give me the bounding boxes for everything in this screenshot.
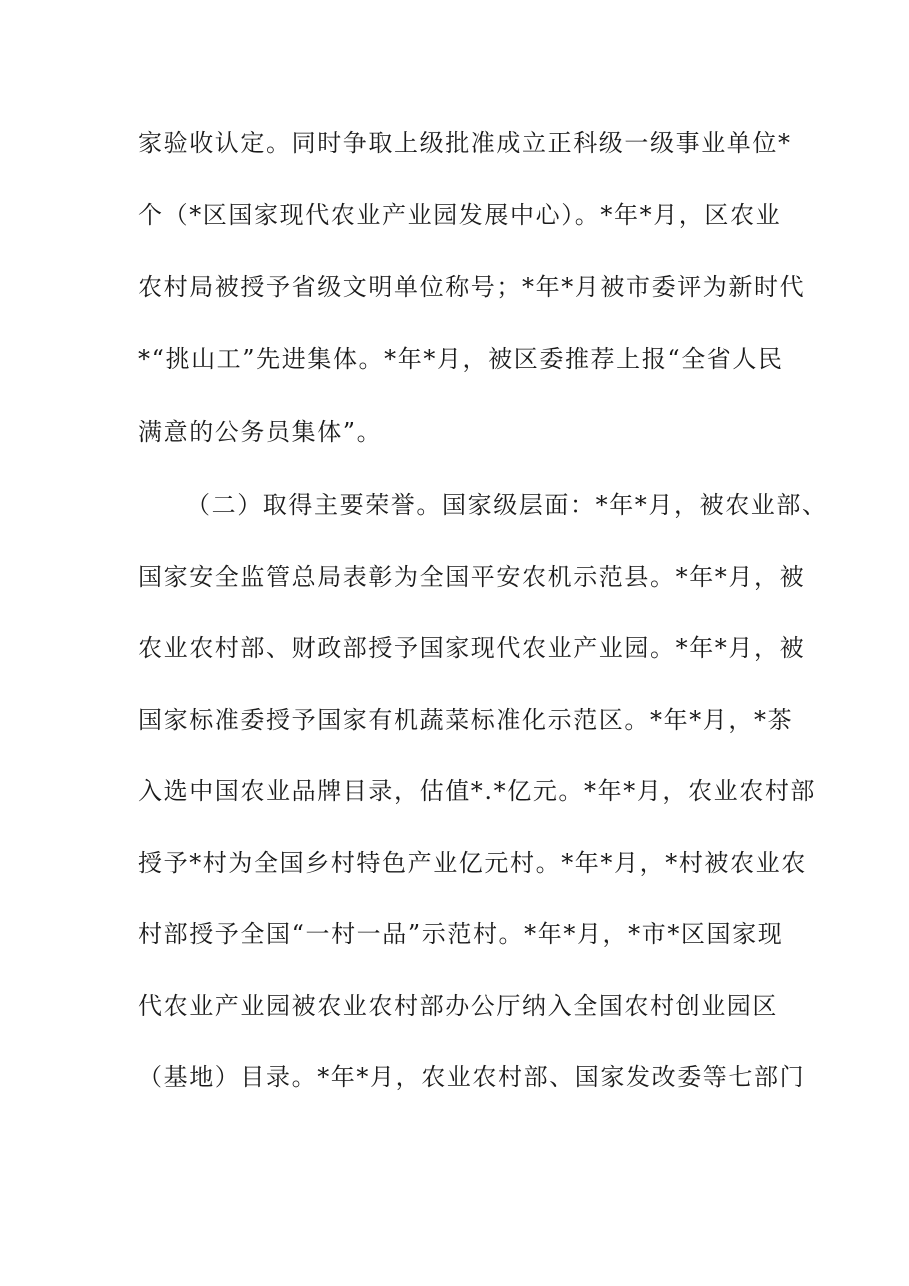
text-line: 个（*区国家现代农业产业园发展中心）。*年*月，区农业 — [138, 201, 782, 229]
text-line: 国家标准委授予国家有机蔬菜标准化示范区。*年*月，*茶 — [138, 706, 794, 734]
text-line: 家验收认定。同时争取上级批准成立正科级一级事业单位* — [138, 129, 792, 157]
text-line: 授予*村为全国乡村特色产业亿元村。*年*月，*村被农业农 — [138, 849, 807, 877]
text-line: 国家安全监管总局表彰为全国平安农机示范县。*年*月，被 — [138, 563, 806, 591]
section-heading-line: （二）取得主要荣誉。国家级层面：*年*月，被农业部、 — [186, 491, 828, 519]
text-line: 农村局被授予省级文明单位称号；*年*月被市委评为新时代 — [138, 273, 806, 301]
text-line: 代农业产业园被农业农村部办公厅纳入全国农村创业园区 — [138, 992, 778, 1020]
text-line: 村部授予全国“一村一品”示范村。*年*月，*市*区国家现 — [138, 920, 784, 948]
text-line: *“挑山工”先进集体。*年*月，被区委推荐上报“全省人民 — [138, 345, 784, 373]
text-line: 入选中国农业品牌目录，估值*.*亿元。*年*月，农业农村部 — [138, 777, 817, 805]
text-line: （基地）目录。*年*月，农业农村部、国家发改委等七部门 — [138, 1063, 806, 1091]
text-line: 满意的公务员集体”。 — [138, 418, 383, 446]
text-line: 农业农村部、财政部授予国家现代农业产业园。*年*月，被 — [138, 634, 806, 662]
